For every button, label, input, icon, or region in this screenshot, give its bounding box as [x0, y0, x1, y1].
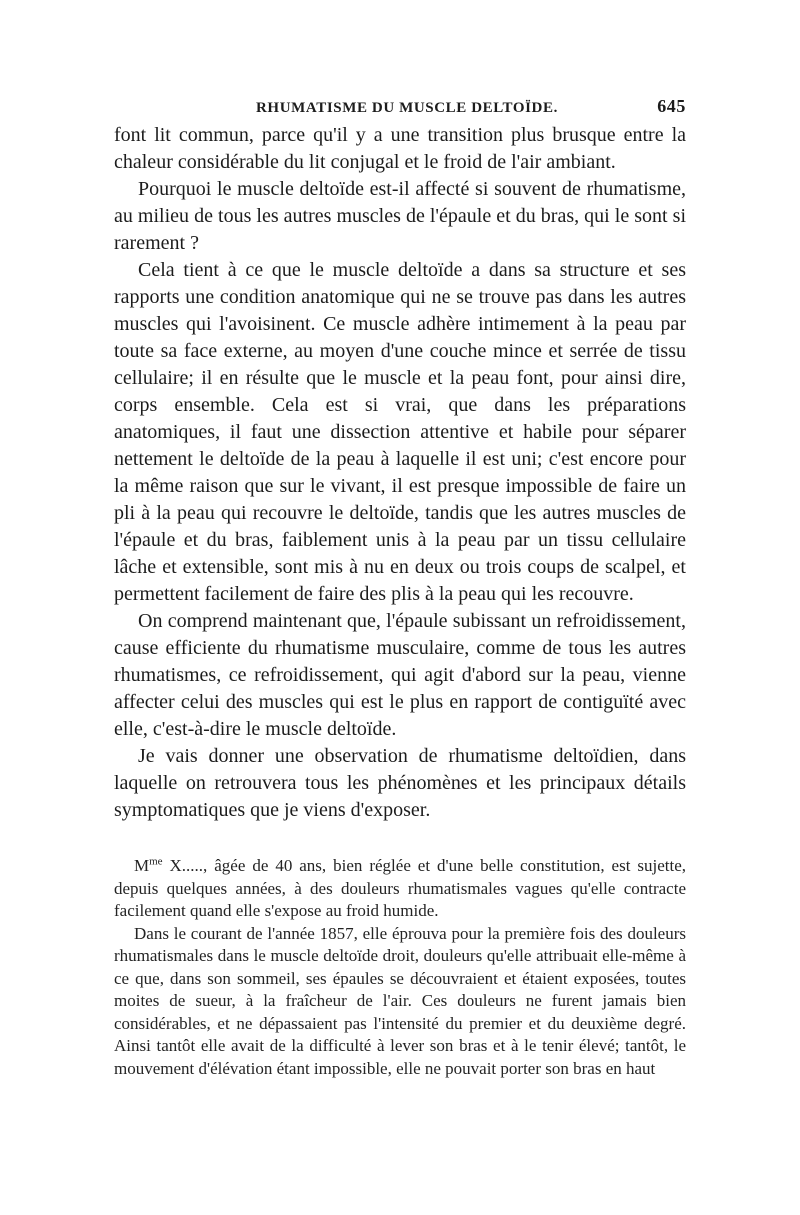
main-text	[114, 122, 686, 824]
observation-paragraph	[114, 855, 686, 923]
patient-title: M	[134, 856, 150, 875]
patient-title-superscript: me	[149, 855, 163, 868]
observation-paragraph: Dans le courant de l'année 1857, elle éprouva pour la première fois des douleurs rhumatismales dans le muscle deltoïde droit, douleurs qu'elle attribuait elle-même à ce que, dans son sommeil, ses épaules se découvraient et étaient exposées, toutes moites de sueur, à la fraîcheur de l'air. Ces douleurs ne furent jamais bien considérables, et ne dépassaient pas l'intensité du premier et du deuxième degré. Ainsi tantôt elle avait de la difficulté à lever son bras et à le tenir élevé; tantôt, le mouvement d'élévation étant impossible, elle ne pouvait porter son bras en haut	[114, 923, 686, 1078]
page-number: 645	[657, 96, 686, 116]
book-page	[114, 96, 686, 1080]
paragraph: Cela tient à ce que le muscle deltoïde a dans sa structure et ses rapports une condition anatomique qui ne se trouve pas dans les autres muscles qui l'avoisinent. Ce muscle adhère intimement à la peau par toute sa face externe, au moyen d'une couche mince et serrée de tissu cellulaire; il en résulte que le muscle et la peau font, pour ainsi dire, corps ensemble. Cela est si vrai, que dans les préparations anatomiques, il faut une dissection attentive et habile pour séparer nettement le deltoïde de la peau à laquelle il est uni; c'est encore pour la même raison que sur le vivant, il est presque impossible de faire un pli à la peau qui recouvre le deltoïde, tandis que les autres muscles de l'épaule et du bras, faiblement unis à la peau par un tissu cellulaire lâche et extensible, sont mis à nu en deux ou trois coups de scalpel, et permettent facilement de faire des plis à la peau qui les recouvre.	[114, 259, 686, 605]
page-header	[114, 96, 686, 122]
observation-text: X....., âgée de 40 ans, bien réglée et d'une belle constitution, est sujette, depuis quelques années, à des douleurs rhumatismales vagues qu'elle contracte facilement quand elle s'expose au froid humide.	[114, 856, 686, 920]
paragraph: On comprend maintenant que, l'épaule subissant un refroidissement, cause efficiente du rhumatisme musculaire, comme de tous les autres rhumatismes, ce refroidissement, qui agit d'abord sur la peau, vienne affecter celui des muscles qui est le plus en rapport de contiguïté avec elle, c'est-à-dire le muscle deltoïde.	[114, 610, 686, 740]
running-title: RHUMATISME DU MUSCLE DELTOÏDE.	[256, 100, 558, 116]
case-observation	[114, 855, 686, 1080]
paragraph: Je vais donner une observation de rhumatisme deltoïdien, dans laquelle on retrouvera tous les phénomènes et les principaux détails symptomatiques que je viens d'exposer.	[114, 745, 686, 821]
paragraph: font lit commun, parce qu'il y a une transition plus brusque entre la chaleur considérable du lit conjugal et le froid de l'air ambiant.	[114, 124, 686, 173]
paragraph: Pourquoi le muscle deltoïde est-il affecté si souvent de rhumatisme, au milieu de tous les autres muscles de l'épaule et du bras, qui le sont si rarement ?	[114, 178, 686, 254]
